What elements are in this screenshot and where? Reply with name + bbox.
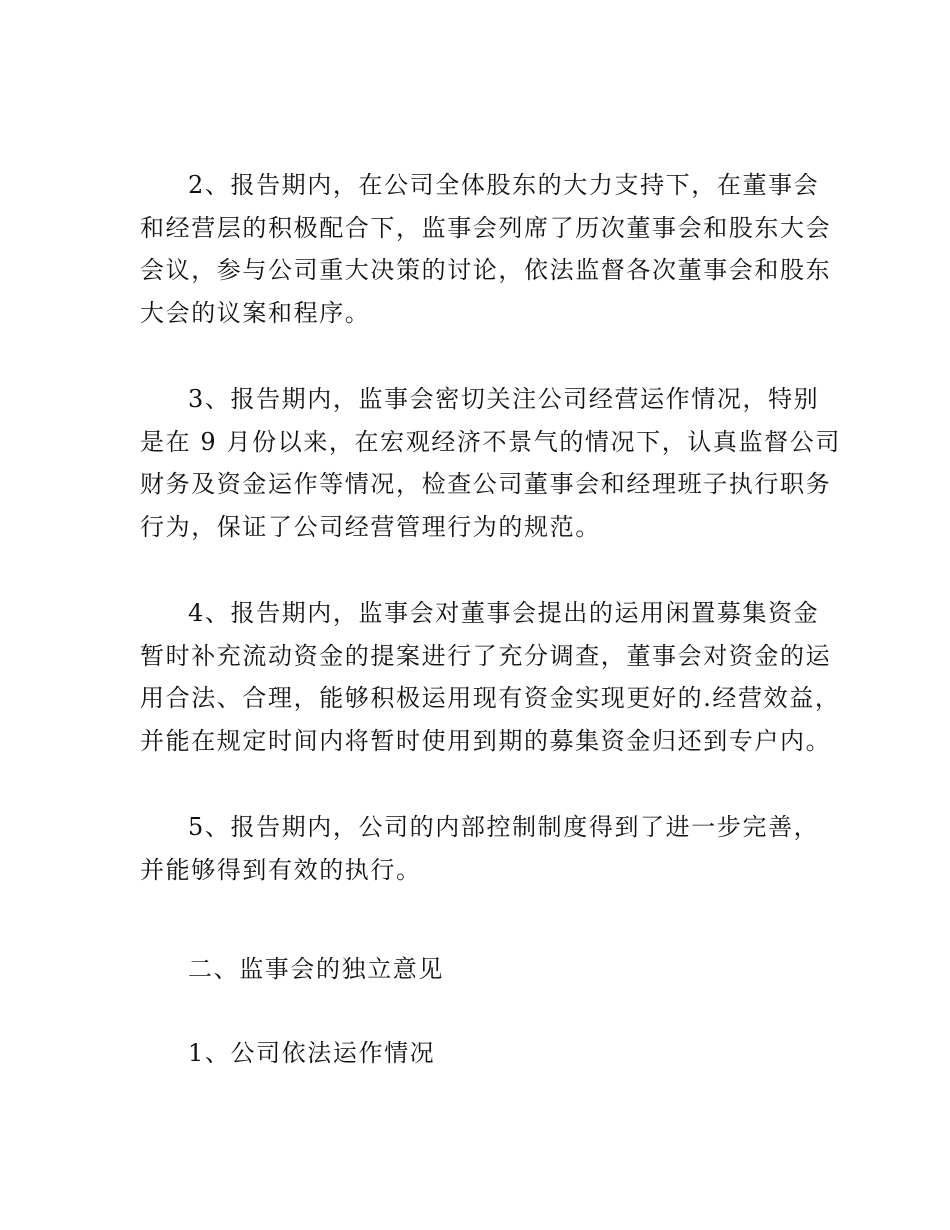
- paragraph-line: 4、报告期内，监事会对董事会提出的运用闲置募集资金: [188, 599, 820, 627]
- paragraph-line: 5、报告期内，公司的内部控制制度得到了进一步完善，: [188, 813, 820, 841]
- paragraph-line: 2、报告期内，在公司全体股东的大力支持下，在董事会: [188, 171, 820, 199]
- paragraph-line: 3、报告期内，监事会密切关注公司经营运作情况，特别: [188, 385, 820, 413]
- paragraph-item-5: [140, 806, 820, 891]
- section-heading: 二、监事会的独立意见: [188, 955, 444, 983]
- subsection-heading: 1、公司依法运作情况: [188, 1039, 436, 1067]
- paragraph-item-2: [140, 164, 832, 334]
- paragraph-line: 行为，保证了公司经营管理行为的规范。: [140, 512, 601, 541]
- paragraph-line: 并能够得到有效的执行。: [140, 855, 422, 884]
- paragraph-item-3: [140, 378, 841, 548]
- paragraph-line: 是在 9 月份以来，在宏观经济不景气的情况下，认真监督公司: [140, 427, 841, 456]
- paragraph-item-4: [140, 592, 841, 762]
- paragraph-line: 和经营层的积极配合下，监事会列席了历次董事会和股东大会: [140, 213, 832, 242]
- paragraph-line: 并能在规定时间内将暂时使用到期的募集资金归还到专户内。: [140, 726, 832, 755]
- paragraph-line: 会议，参与公司重大决策的讨论，依法监督各次董事会和股东: [140, 256, 832, 284]
- paragraph-line: 大会的议案和程序。: [140, 298, 371, 327]
- paragraph-line: 暂时补充流动资金的提案进行了充分调查，董事会对资金的运: [140, 641, 832, 670]
- paragraph-line: 用合法、合理，能够积极运用现有资金实现更好的.经营效益，: [140, 684, 841, 712]
- paragraph-line: 财务及资金运作等情况，检查公司董事会和经理班子执行职务: [140, 470, 832, 498]
